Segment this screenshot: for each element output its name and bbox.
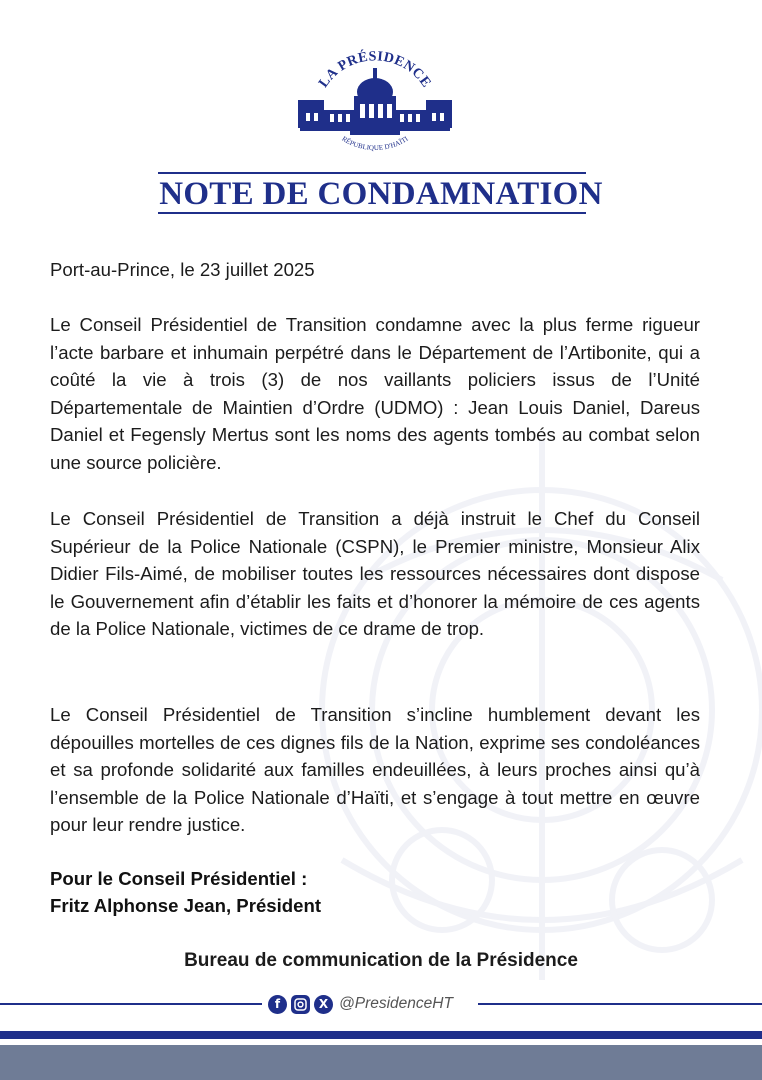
footer-stripe [0, 1031, 762, 1039]
instagram-icon[interactable] [291, 995, 310, 1014]
social-handle[interactable]: @PresidenceHT [339, 995, 453, 1012]
footer-rule-left [0, 1003, 262, 1005]
footer-band [0, 1045, 762, 1080]
title-rule-bottom [158, 212, 586, 214]
x-icon[interactable]: X [314, 995, 333, 1014]
paragraph-instruction: Le Conseil Présidentiel de Transition a déjà instruit le Chef du Conseil Supérieur de la Police Nationale (CSPN), le Premier ministre, Monsieur Alix Didier Fils-Aimé, de mobiliser toutes les ressources nécessaires dont dispose le Gouvernement afin d’établir les faits et d’honorer la mémoire de ces agents de la Police Nationale, victimes de ce drame de trop. [50, 508, 700, 640]
footer-rule-right [478, 1003, 762, 1005]
presidence-seal-logo [290, 38, 460, 168]
facebook-icon[interactable]: f [268, 995, 287, 1014]
seal-arc-text: LA PRÉSIDENCE [316, 49, 434, 91]
date-line: Port-au-Prince, le 23 juillet 2025 [50, 259, 315, 280]
svg-text:RÉPUBLIQUE D'HAÏTI [340, 134, 410, 152]
paragraph-condemnation: Le Conseil Présidentiel de Transition condamne avec la plus ferme rigueur l’acte barbare et inhumain perpétré dans le Département de l’Artibonite, qui a coûté la vie à trois (3) de nos vaillants policiers issus de l’Unité Départementale de Maintien d’Ordre (UDMO) : Jean Louis Daniel, Dareus Daniel et Fegensly Mertus sont les noms des agents tombés au combat selon une source policière. [50, 314, 700, 473]
seal-bottom-text: RÉPUBLIQUE D'HAÏTI [340, 134, 410, 153]
signature-council: Pour le Conseil Présidentiel : [50, 868, 308, 889]
document-title: NOTE DE CONDAMNATION [159, 176, 603, 212]
title-rule-top [158, 172, 586, 174]
social-bar [268, 993, 453, 1015]
bureau-communication: Bureau de communication de la Présidence [184, 950, 578, 971]
signature-president: Fritz Alphonse Jean, Président [50, 895, 322, 916]
paragraph-condolences: Le Conseil Présidentiel de Transition s’incline humblement devant les dépouilles mortelles de ces dignes fils de la Nation, exprime ses condoléances et sa profonde solidarité aux familles endeuillées, à leurs proches ainsi qu’à l’ensemble de la Police Nationale d’Haïti, et s’engage à tout mettre en œuvre pour leur rendre justice. [50, 704, 700, 836]
